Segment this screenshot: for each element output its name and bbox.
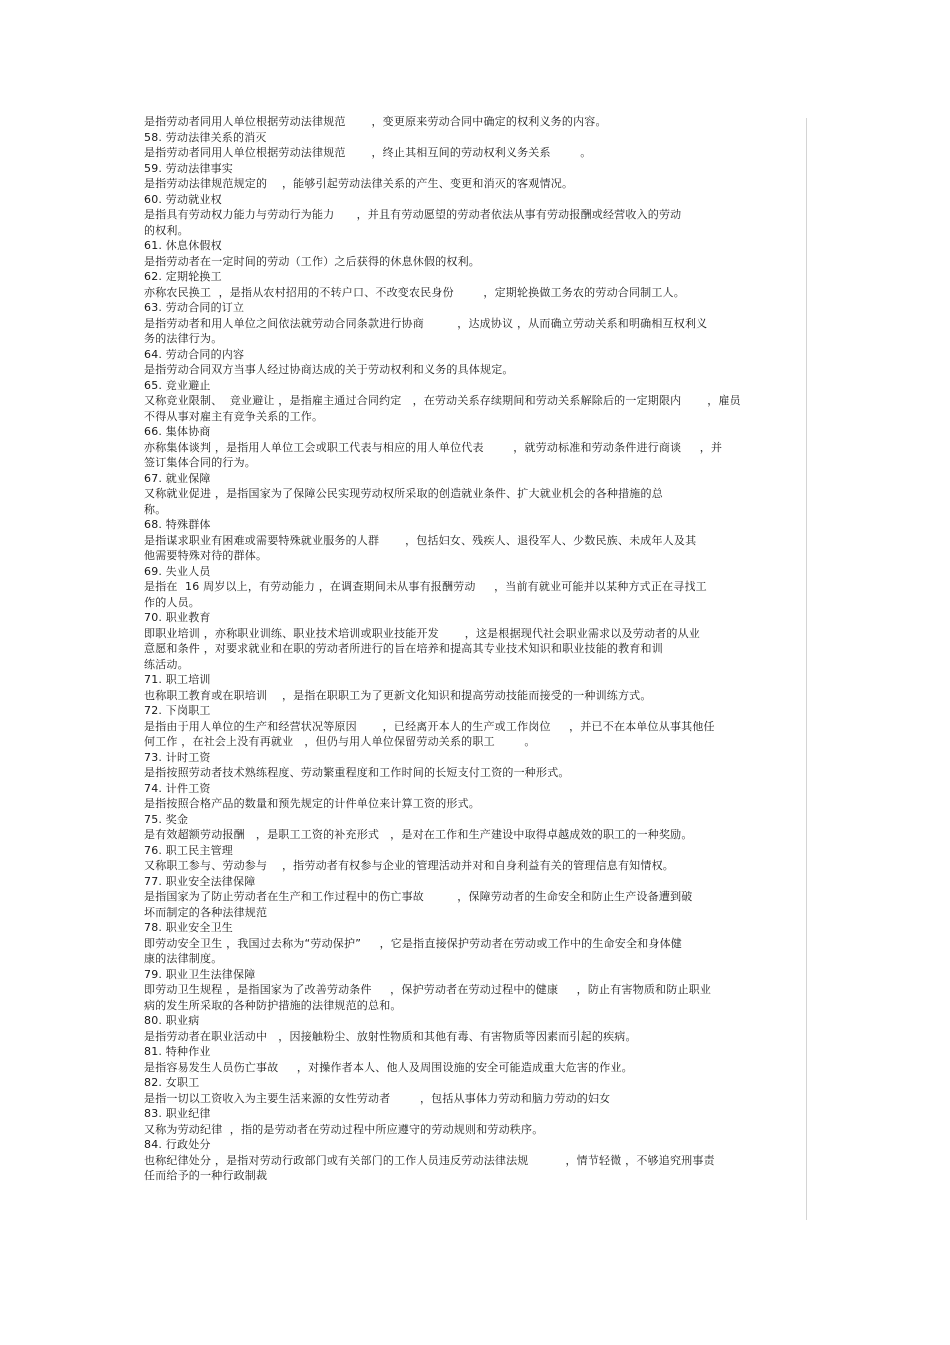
definition-line: 任而给予的一种行政制裁 — [144, 1169, 268, 1182]
entry-title: 63. 劳动合同的订立 — [144, 301, 245, 314]
definition-line: 是指由于用人单位的生产和经营状况等原因 ，已经离开本人的生产或工作岗位 ，并已不在本单位从事其他任 — [144, 719, 715, 733]
glossary-entry — [144, 703, 810, 750]
glossary-entry — [144, 750, 810, 781]
entry-title: 71. 职工培训 — [144, 673, 211, 686]
definition-line: 作的人员。 — [144, 595, 200, 609]
glossary-entry — [144, 672, 810, 703]
definition-line: 何工作 ，在社会上没有再就业 ，但仍与用人单位保留劳动关系的职工 。 — [144, 735, 536, 748]
definition-line: 是指具有劳动权力能力与劳动行为能力 ，并且有劳动愿望的劳动者依法从事有劳动报酬或经营收入的劳动 — [144, 208, 682, 221]
entry-title: 73. 计时工资 — [144, 750, 211, 764]
entry-title: 66. 集体协商 — [144, 425, 211, 438]
entry-title: 64. 劳动合同的内容 — [144, 347, 245, 361]
definition-line: 是指劳动法律规范规定的 ，能够引起劳动法律关系的产生、变更和消灭的客观情况。 — [144, 177, 574, 190]
glossary-entry — [144, 517, 810, 564]
glossary-entry — [144, 843, 810, 874]
glossary-entry — [144, 1137, 810, 1184]
glossary-entry — [144, 1106, 810, 1137]
definition-line: 是指一切以工资收入为主要生活来源的女性劳动者 ，包括从事体力劳动和脑力劳动的妇女 — [144, 1091, 611, 1105]
definition-line: 练活动。 — [144, 657, 189, 671]
glossary-entry — [144, 1075, 810, 1106]
glossary-entry — [144, 378, 810, 425]
definition-line: 是有效超额劳动报酬 ，是职工工资的补充形式 ，是对在工作和生产建设中取得卓越成效的职工的一种奖励。 — [144, 828, 693, 841]
entry-title: 60. 劳动就业权 — [144, 192, 222, 206]
definition-line: 是指劳动者同用人单位根据劳动法律规范 ，变更原来劳动合同中确定的权利义务的内容。 — [144, 115, 607, 128]
definition-line: 务的法律行为。 — [144, 332, 223, 345]
entry-title: 79. 职业卫生法律保障 — [144, 967, 256, 981]
definition-line: 称。 — [144, 502, 167, 516]
entry-title: 78. 职业安全卫生 — [144, 921, 233, 934]
entry-title: 84. 行政处分 — [144, 1138, 211, 1151]
glossary-entries — [144, 130, 810, 1184]
entry-title: 80. 职业病 — [144, 1014, 200, 1027]
definition-line: 是指谋求职业有困难或需要特殊就业服务的人群 ，包括妇女、残疾人、退役军人、少数民族、未成年人及其 — [144, 533, 697, 547]
glossary-entry — [144, 269, 810, 300]
definition-line: 是指劳动者在一定时间的劳动（工作）之后获得的休息休假的权利。 — [144, 254, 480, 268]
entry-title: 58. 劳动法律关系的消灭 — [144, 130, 267, 144]
entry-title: 69. 失业人员 — [144, 564, 211, 578]
definition-line: 不得从事对雇主有竞争关系的工作。 — [144, 409, 324, 423]
entry-title: 74. 计件工资 — [144, 781, 211, 795]
glossary-entry — [144, 564, 810, 611]
definition-line: 又称竞业限制、 竞业避让 ，是指雇主通过合同约定 ，在劳动关系存续期间和劳动关系解除后的一定期限内 ，雇员 — [144, 394, 741, 407]
entry-title: 68. 特殊群体 — [144, 518, 211, 531]
continued-definition — [144, 114, 810, 130]
entry-title: 77. 职业安全法律保障 — [144, 874, 256, 888]
definition-line: 亦称集体谈判 ，是指用人单位工会或职工代表与相应的用人单位代表 ，就劳动标准和劳动条件进行商谈 ，并 — [144, 440, 723, 454]
definition-line: 是指劳动者和用人单位之间依法就劳动合同条款进行协商 ，达成协议 ，从而确立劳动关系和明确相互权利义 — [144, 316, 708, 330]
definition-line: 又称就业促进 ，是指国家为了保障公民实现劳动权所采取的创造就业条件、扩大就业机会的各种措施的总 — [144, 487, 663, 500]
entry-title: 62. 定期轮换工 — [144, 270, 222, 283]
glossary-entry — [144, 238, 810, 269]
definition-line: 病的发生所采取的各种防护措施的法律规范的总和。 — [144, 998, 402, 1012]
entry-title: 75. 奖金 — [144, 812, 189, 826]
glossary-entry — [144, 300, 810, 347]
definition-line: 康的法律制度。 — [144, 952, 223, 965]
glossary-entry — [144, 874, 810, 921]
definition-line: 又称为劳动纪律 ，指的是劳动者在劳动过程中所应遵守的劳动规则和劳动秩序。 — [144, 1122, 544, 1136]
glossary-entry — [144, 610, 810, 672]
glossary-entry — [144, 781, 810, 812]
definition-line: 是指容易发生人员伤亡事故 ，对操作者本人、他人及周围设施的安全可能造成重大危害的作业。 — [144, 1060, 633, 1074]
glossary-entry — [144, 920, 810, 967]
definition-line: 即劳动安全卫生 ，我国过去称为“劳动保护” ，它是指直接保护劳动者在劳动或工作中的生命安全和身体健 — [144, 936, 682, 950]
entry-title: 70. 职业教育 — [144, 611, 211, 624]
entry-title: 67. 就业保障 — [144, 471, 211, 485]
entry-title: 82. 女职工 — [144, 1076, 200, 1089]
entry-title: 81. 特种作业 — [144, 1045, 211, 1058]
definition-line: 他需要特殊对待的群体。 — [144, 549, 268, 562]
entry-title: 83. 职业纪律 — [144, 1107, 211, 1120]
document-body — [144, 114, 810, 1184]
glossary-entry — [144, 471, 810, 518]
entry-title: 72. 下岗职工 — [144, 704, 211, 717]
definition-line: 也称纪律处分 ，是指对劳动行政部门或有关部门的工作人员违反劳动法律法规 ，情节轻微 ，不够追究刑事责 — [144, 1153, 715, 1167]
definition-line: 是指按照合格产品的数量和预先规定的计件单位来计算工资的形式。 — [144, 797, 480, 810]
entry-title: 76. 职工民主管理 — [144, 843, 233, 857]
definition-line: 签订集体合同的行为。 — [144, 456, 256, 469]
glossary-entry — [144, 1013, 810, 1044]
definition-line: 的权利。 — [144, 223, 189, 237]
glossary-entry — [144, 192, 810, 239]
glossary-entry — [144, 130, 810, 161]
definition-line: 即职业培训 ，亦称职业训练、职业技术培训或职业技能开发 ，这是根据现代社会职业需求以及劳动者的从业 — [144, 626, 700, 640]
definition-line: 是指劳动者在职业活动中 ，因接触粉尘、放射性物质和其他有毒、有害物质等因素而引起的疾病。 — [144, 1029, 637, 1043]
definition-line: 又称职工参与、劳动参与 ，指劳动者有权参与企业的管理活动并对和自身利益有关的管理信息有知情权。 — [144, 859, 674, 872]
glossary-entry — [144, 967, 810, 1014]
definition-line: 即劳动卫生规程 ，是指国家为了改善劳动条件 ，保护劳动者在劳动过程中的健康 ，防止有害物质和防止职业 — [144, 983, 712, 996]
definition-line: 意愿和条件 ，对要求就业和在职的劳动者所进行的旨在培养和提高其专业技术知识和职业技能的教育和训 — [144, 642, 663, 655]
glossary-entry — [144, 161, 810, 192]
entry-title: 61. 休息休假权 — [144, 239, 222, 252]
glossary-entry — [144, 812, 810, 843]
entry-title: 65. 竞业避止 — [144, 378, 211, 392]
definition-line: 是指国家为了防止劳动者在生产和工作过程中的伤亡事故 ，保障劳动者的生命安全和防止生产设备遭到破 — [144, 890, 693, 903]
definition-line: 是指劳动合同双方当事人经过协商达成的关于劳动权利和义务的具体规定。 — [144, 363, 514, 376]
glossary-entry — [144, 347, 810, 378]
glossary-entry — [144, 1044, 810, 1075]
definition-line: 亦称农民换工 ，是指从农村招用的不转户口、不改变农民身份 ，定期轮换做工务农的劳动合同制工人。 — [144, 285, 685, 299]
definition-line: 也称职工教育或在职培训 ，是指在职职工为了更新文化知识和提高劳动技能而接受的一种训练方式。 — [144, 688, 652, 702]
definition-line: 是指在 16 周岁以上，有劳动能力 ，在调查期间未从事有报酬劳动 ，当前有就业可能并以某种方式正在寻找工 — [144, 580, 707, 593]
entry-title: 59. 劳动法律事实 — [144, 161, 233, 175]
definition-line: 是指劳动者同用人单位根据劳动法律规范 ，终止其相互间的劳动权利义务关系 。 — [144, 146, 592, 159]
definition-line: 是指按照劳动者技术熟练程度、劳动繁重程度和工作时间的长短支付工资的一种形式。 — [144, 766, 570, 779]
definition-line: 坏而制定的各种法律规范 — [144, 905, 268, 919]
glossary-entry — [144, 424, 810, 471]
